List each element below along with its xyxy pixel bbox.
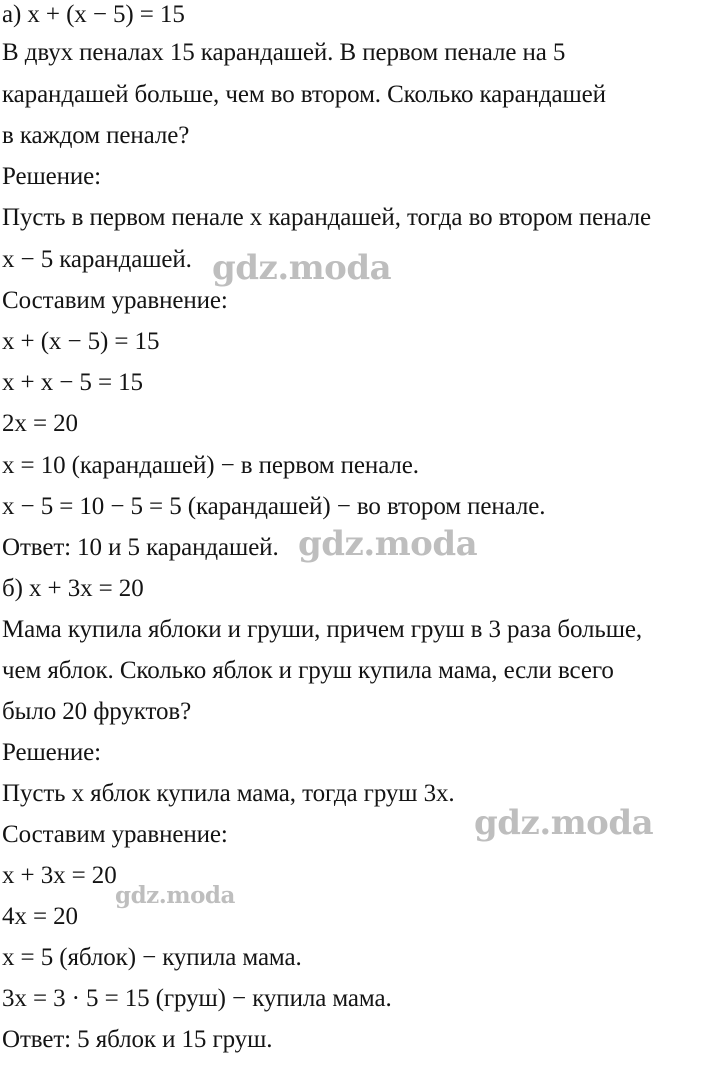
solution-a-line-2: x − 5 карандашей. [2,246,192,273]
part-a-heading: а) x + (x − 5) = 15 [2,1,185,28]
solution-a-line-1: Пусть в первом пенале x карандашей, тогда во втором пенале [2,204,651,231]
equation-b-step-4: 3x = 3 · 5 = 15 (груш) − купила мама. [2,985,392,1012]
equation-b-step-3: x = 5 (яблок) − купила мама. [2,944,302,971]
answer-a: Ответ: 10 и 5 карандашей. [2,534,279,561]
answer-b: Ответ: 5 яблок и 15 груш. [2,1026,273,1053]
solution-label-b: Решение: [2,739,102,766]
equation-a-step-3: 2x = 20 [2,410,78,437]
watermark: gdz.moda [298,524,478,564]
solution-b-line-1: Пусть x яблок купила мама, тогда груш 3x. [2,780,455,807]
solution-label-a: Решение: [2,163,102,190]
problem-a-text-line-3: в каждом пенале? [2,122,190,149]
equation-label-a: Составим уравнение: [2,287,228,314]
watermark: gdz.moda [115,882,235,909]
watermark: gdz.moda [474,803,654,843]
problem-b-text-line-3: было 20 фруктов? [2,698,192,725]
watermark: gdz.moda [212,248,392,288]
part-b-heading: б) x + 3x = 20 [2,575,144,602]
problem-a-text-line-1: В двух пеналах 15 карандашей. В первом пенале на 5 [2,39,566,66]
equation-b-step-2: 4x = 20 [2,903,78,930]
equation-a-step-1: x + (x − 5) = 15 [2,328,160,355]
problem-a-text-line-2: карандашей больше, чем во втором. Сколько карандашей [2,81,606,108]
equation-a-step-5: x − 5 = 10 − 5 = 5 (карандашей) − во втором пенале. [2,493,546,520]
equation-a-step-2: x + x − 5 = 15 [2,369,143,396]
equation-a-step-4: x = 10 (карандашей) − в первом пенале. [2,452,419,479]
equation-b-step-1: x + 3x = 20 [2,862,117,889]
problem-b-text-line-2: чем яблок. Сколько яблок и груш купила мама, если всего [2,657,614,684]
problem-b-text-line-1: Мама купила яблоки и груши, причем груш в 3 раза больше, [2,616,643,643]
equation-label-b: Составим уравнение: [2,821,228,848]
